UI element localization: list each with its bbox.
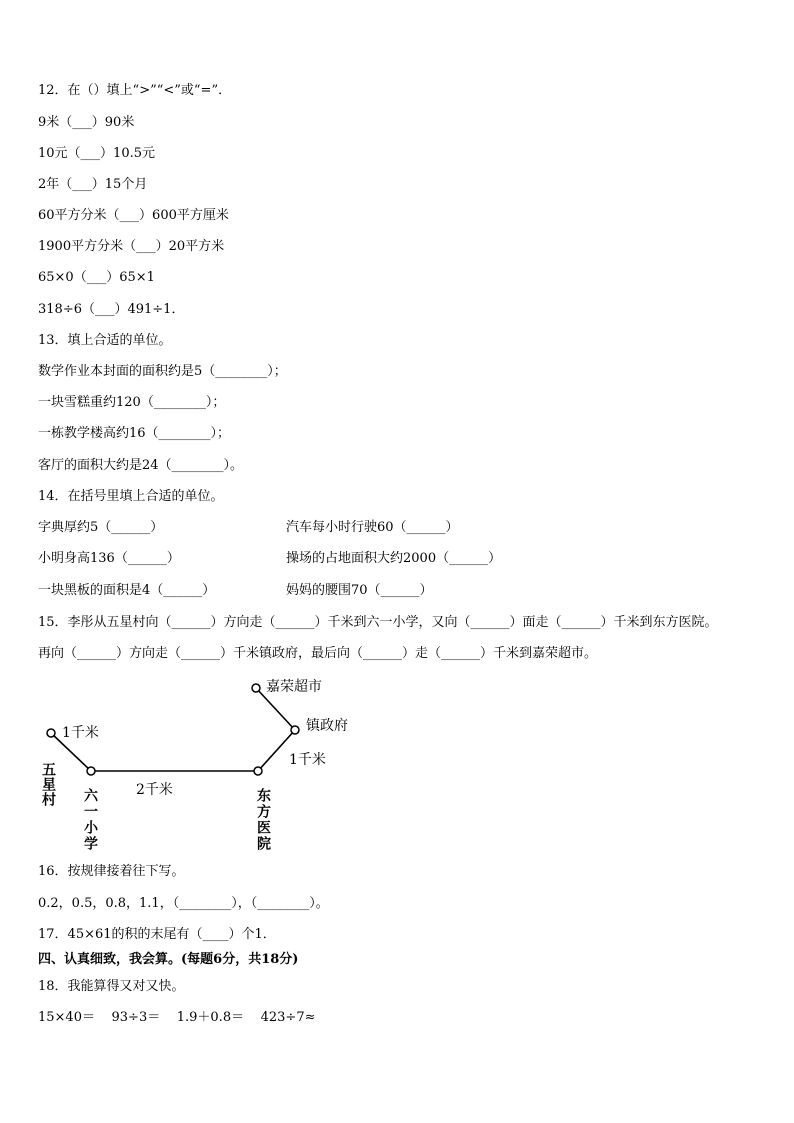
- q17-text: 17．45×61的积的末尾有（____）个1．: [38, 927, 276, 942]
- zhenzhengfu-label: 镇政府: [306, 718, 348, 734]
- q12-item: 10元（___）10.5元: [38, 146, 155, 161]
- distance-label-2: 2千米: [136, 782, 173, 798]
- q13-item: 一块雪糕重约120（________）；: [38, 395, 226, 410]
- liuyi-point: [87, 767, 95, 775]
- q14-left-item: 小明身高136（______）: [38, 551, 180, 566]
- distance-label-3: 1千米: [289, 752, 326, 768]
- q15-line1: 15．李彤从五星村向（______）方向走（______）千米到六一小学，又向（______）面走（______）千米到东方医院。: [38, 615, 718, 630]
- zhenzhengfu-point: [291, 726, 299, 734]
- dongfang-point: [254, 767, 262, 775]
- q15-line2: 再向（______）方向走（______）千米镇政府，最后向（______）走（______）千米到嘉荣超市。: [38, 646, 598, 661]
- wuxing-point: [47, 729, 55, 737]
- dongfang-label: 东方医院: [255, 788, 271, 852]
- jiarong-point: [252, 684, 260, 692]
- q18-title: 18．我能算得又对又快。: [38, 979, 185, 994]
- q12-item: 2年（___）15个月: [38, 177, 148, 192]
- q13-item: 数学作业本封面的面积约是5（________）；: [38, 364, 287, 379]
- q18-calculations: 15×40＝ 93÷3＝ 1.9＋0.8＝ 423÷7≈: [38, 1010, 316, 1025]
- q14-left-item: 字典厚约5（______）: [38, 520, 164, 535]
- q12-item: 60平方分米（___）600平方厘米: [38, 208, 229, 223]
- q12-item: 1900平方分米（___）20平方米: [38, 239, 225, 254]
- q13-item: 客厅的面积大约是24（________）。: [38, 458, 244, 473]
- route-map: [38, 672, 358, 852]
- q13-title: 13．填上合适的单位。: [38, 333, 172, 348]
- q14-right-item: 妈妈的腰围70（______）: [286, 583, 433, 598]
- q16-sequence: 0.2，0.5，0.8，1.1，（________），（________）。: [38, 896, 329, 911]
- q13-item: 一栋教学楼高约16（________）；: [38, 426, 231, 441]
- q12-item: 9米（___）90米: [38, 115, 135, 130]
- jiarong-label: 嘉荣超市: [266, 679, 322, 695]
- q12-title: 12．在（）填上“>”“<”或“=”．: [38, 83, 232, 98]
- liuyi-label: 六一小学: [82, 788, 98, 852]
- wuxing-label: 五星村: [40, 762, 56, 807]
- q14-right-item: 汽车每小时行驶60（______）: [286, 520, 459, 535]
- q16-title: 16．按规律接着往下写。: [38, 864, 185, 879]
- q14-left-item: 一块黑板的面积是4（______）: [38, 583, 216, 598]
- q12-item: 65×0（___）65×1: [38, 270, 155, 285]
- q14-title: 14．在括号里填上合适的单位。: [38, 489, 224, 504]
- distance-label-1: 1千米: [62, 725, 99, 741]
- q14-right-item: 操场的占地面积大约2000（______）: [286, 551, 502, 566]
- q12-item: 318÷6（___）491÷1．: [38, 302, 185, 317]
- section4-title: 四、认真细致，我会算。(每题6分，共18分): [38, 952, 299, 967]
